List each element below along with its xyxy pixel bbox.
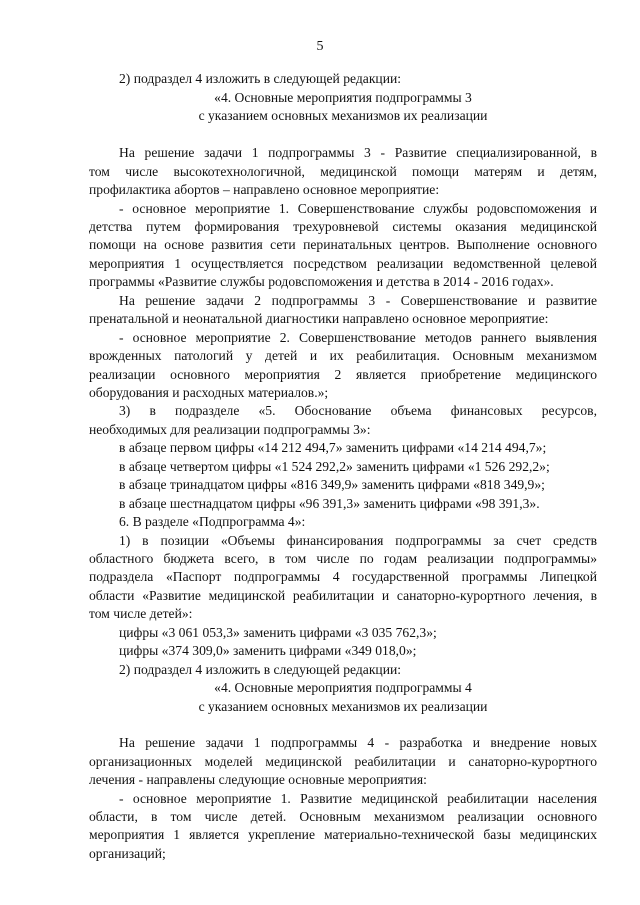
text-line: профилактика абортов – направлено основное мероприятие: [89,182,440,197]
text-line: врожденных патологий у детей и их реабилитация. Основным механизмом [89,348,597,363]
text-line: области, в том числе детей. Основным механизмом реализации основного [89,809,597,824]
text-line: в абзаце четвертом цифры «1 524 292,2» заменить цифрами «1 526 292,2»; [119,459,550,474]
heading-line: «4. Основные мероприятия подпрограммы 4 [214,680,472,695]
heading-line: «4. Основные мероприятия подпрограммы 3 [214,90,472,105]
text-line: мероприятия 1 является укрепление материально-технической базы медицинских [89,827,597,842]
text-line: мероприятия 1 осуществляется посредством реализации ведомственной целевой [89,256,597,271]
text-line: том числе детей»: [89,606,193,621]
text-line: том числе высокотехнологичной, медицинской помощи матерям и детям, [89,164,597,179]
text-line: подраздела «Паспорт подпрограммы 4 государственной программы Липецкой [89,569,597,584]
text-line: цифры «3 061 053,3» заменить цифрами «3 035 762,3»; [119,625,437,640]
text-line: помощи на основе развития сети перинатальных центров. Выполнение основного [89,237,597,252]
text-line: 3) в подразделе «5. Обоснование объема финансовых ресурсов, [119,403,597,418]
text-line: 2) подраздел 4 изложить в следующей редакции: [119,71,402,86]
heading-line: с указанием основных механизмов их реализации [198,699,488,714]
text-line: лечения - направлены следующие основные мероприятия: [89,772,427,787]
text-line: программы «Развитие службы родовспоможения и детства в 2014 - 2016 годах». [89,274,554,289]
text-line: реализации основного мероприятия 2 является приобретение медицинского [89,367,597,382]
text-line: оборудования и расходных материалов.»; [89,385,329,400]
text-line: детства путем формирования трехуровневой системы оказания медицинской [89,219,597,234]
text-line: в абзаце шестнадцатом цифры «96 391,3» заменить цифрами «98 391,3». [119,496,540,511]
text-line: области «Развитие медицинской реабилитации и санаторно-курортного лечения, в [89,588,597,603]
text-line: 6. В разделе «Подпрограмма 4»: [119,514,306,529]
text-line: в абзаце тринадцатом цифры «816 349,9» заменить цифрами «818 349,9»; [119,477,545,492]
heading-line: с указанием основных механизмов их реализации [198,108,488,123]
text-line: 1) в позиции «Объемы финансирования подпрограммы за счет средств [119,533,597,548]
text-line: областного бюджета всего, в том числе по годам реализации подпрограммы» [89,551,597,566]
text-line: в абзаце первом цифры «14 212 494,7» заменить цифрами «14 214 494,7»; [119,440,547,455]
text-line: пренатальной и неонатальной диагностики направлено основное мероприятие: [89,311,549,326]
text-line: - основное мероприятие 1. Развитие медицинской реабилитации населения [119,791,597,806]
text-line: 2) подраздел 4 изложить в следующей редакции: [119,662,402,677]
text-line: - основное мероприятие 2. Совершенствование методов раннего выявления [119,330,597,345]
text-line: - основное мероприятие 1. Совершенствование службы родовспоможения и [119,201,597,216]
page-number: 5 [316,39,324,54]
text-line: необходимых для реализации подпрограммы 3»: [89,422,371,437]
text-line: организаций; [89,846,166,861]
text-line: организационных моделей медицинской реабилитации и санаторно-курортного [89,754,597,769]
text-line: На решение задачи 1 подпрограммы 3 - Развитие специализированной, в [119,145,597,160]
text-line: На решение задачи 1 подпрограммы 4 - разработка и внедрение новых [119,735,597,750]
text-line: цифры «374 309,0» заменить цифрами «349 018,0»; [119,643,417,658]
text-line: На решение задачи 2 подпрограммы 3 - Совершенствование и развитие [119,293,597,308]
